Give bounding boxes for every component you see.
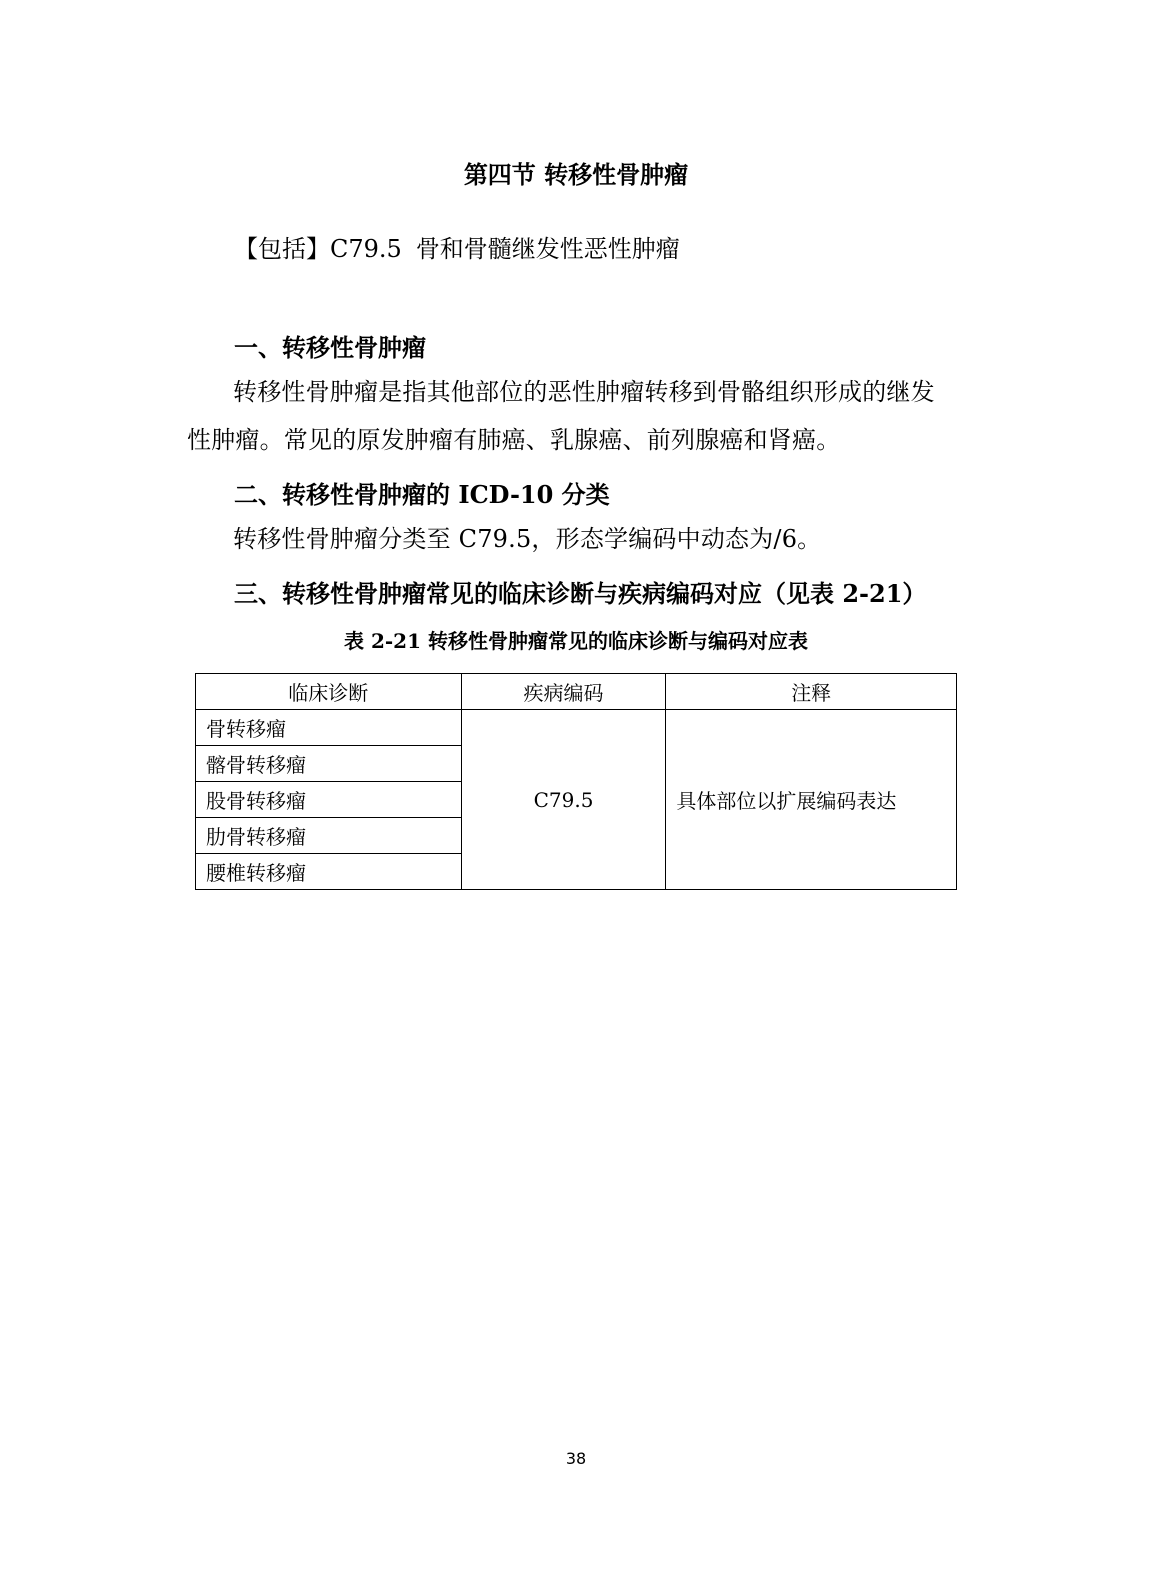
table-row bbox=[196, 710, 957, 746]
diagnosis-cell: 髂骨转移瘤 bbox=[196, 746, 462, 782]
page-number: 38 bbox=[565, 1449, 587, 1468]
include-label: 【包括】C79.5 bbox=[234, 235, 402, 263]
diagnosis-cell: 骨转移瘤 bbox=[196, 710, 462, 746]
diagnosis-cell: 股骨转移瘤 bbox=[196, 782, 462, 818]
header-diagnosis: 临床诊断 bbox=[196, 674, 462, 710]
heading-2: 二、转移性骨肿瘤的 ICD-10 分类 bbox=[234, 480, 610, 509]
header-code: 疾病编码 bbox=[461, 674, 666, 710]
header-note: 注释 bbox=[666, 674, 957, 710]
diagnosis-cell: 腰椎转移瘤 bbox=[196, 854, 462, 890]
paragraph-1: 转移性骨肿瘤是指其他部位的恶性肿瘤转移到骨骼组织形成的继发性肿瘤。常见的原发肿瘤有肺癌、乳腺癌、前列腺癌和肾癌。 bbox=[187, 378, 935, 454]
include-text: 骨和骨髓继发性恶性肿瘤 bbox=[415, 235, 680, 263]
diagnosis-code-table bbox=[195, 673, 957, 890]
heading-3: 三、转移性骨肿瘤常见的临床诊断与疾病编码对应（见表 2-21） bbox=[234, 579, 927, 608]
section-title: 第四节 转移性骨肿瘤 bbox=[463, 160, 689, 189]
table-header-row bbox=[196, 674, 957, 710]
include-line bbox=[234, 229, 680, 264]
diagnosis-cell: 肋骨转移瘤 bbox=[196, 818, 462, 854]
heading-1: 一、转移性骨肿瘤 bbox=[234, 333, 426, 362]
code-cell: C79.5 bbox=[461, 710, 666, 890]
table-caption: 表 2-21 转移性骨肿瘤常见的临床诊断与编码对应表 bbox=[344, 629, 808, 653]
paragraph-2: 转移性骨肿瘤分类至 C79.5，形态学编码中动态为/6。 bbox=[233, 525, 822, 553]
note-cell: 具体部位以扩展编码表达 bbox=[666, 710, 957, 890]
